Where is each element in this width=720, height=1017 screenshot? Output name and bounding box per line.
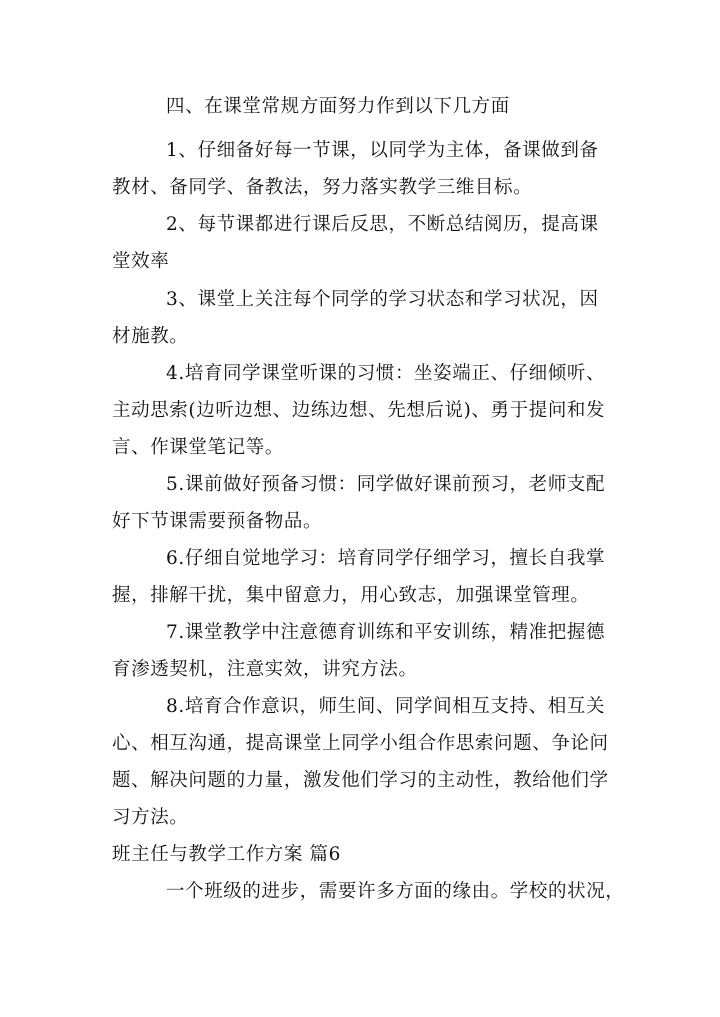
item-6-line-2: 握，排解干扰，集中留意力，用心致志，加强课堂管理。 [112, 585, 590, 606]
item-4-line-2: 主动思索(边听边想、边练边想、先想后说)、勇于提问和发 [112, 400, 606, 421]
item-8-line-4: 习方法。 [112, 807, 189, 828]
item-8-line-3: 题、解决问题的力量，激发他们学习的主动性，教给他们学 [112, 770, 609, 791]
item-3-line-2: 材施教。 [112, 326, 189, 347]
item-2-line-2: 堂效率 [112, 251, 170, 272]
closing-paragraph: 一个班级的进步，需要许多方面的缘由。学校的状况， [166, 881, 625, 902]
plan-title: 班主任与教学工作方案 篇6 [112, 844, 341, 865]
item-5-line-2: 好下节课需要预备物品。 [112, 511, 323, 532]
item-3-line-1: 3、课堂上关注每个同学的学习状态和学习状况，因 [166, 289, 599, 310]
item-5-line-1: 5.课前做好预备习惯：同学做好课前预习，老师支配 [166, 474, 606, 495]
item-1-line-2: 教材、备同学、备教法，努力落实教学三维目标。 [112, 177, 533, 198]
item-7-line-2: 育渗透契机，注意实效，讲究方法。 [112, 659, 418, 680]
item-1-line-1: 1、仔细备好每一节课，以同学为主体，备课做到备 [166, 140, 599, 161]
section-heading: 四、在课堂常规方面努力作到以下几方面 [166, 96, 510, 117]
item-8-line-2: 心、相互沟通，提高课堂上同学小组合作思索问题、争论问 [112, 733, 609, 754]
item-4-line-1: 4.培育同学课堂听课的习惯：坐姿端正、仔细倾听、 [166, 363, 606, 384]
item-6-line-1: 6.仔细自觉地学习：培育同学仔细学习，擅长自我掌 [166, 548, 606, 569]
item-8-line-1: 8.培育合作意识，师生间、同学间相互支持、相互关 [166, 696, 606, 717]
item-7-line-1: 7.课堂教学中注意德育训练和平安训练，精准把握德 [166, 622, 606, 643]
item-4-line-3: 言、作课堂笔记等。 [112, 437, 284, 458]
item-2-line-1: 2、每节课都进行课后反思，不断总结阅历，提高课 [166, 214, 599, 235]
